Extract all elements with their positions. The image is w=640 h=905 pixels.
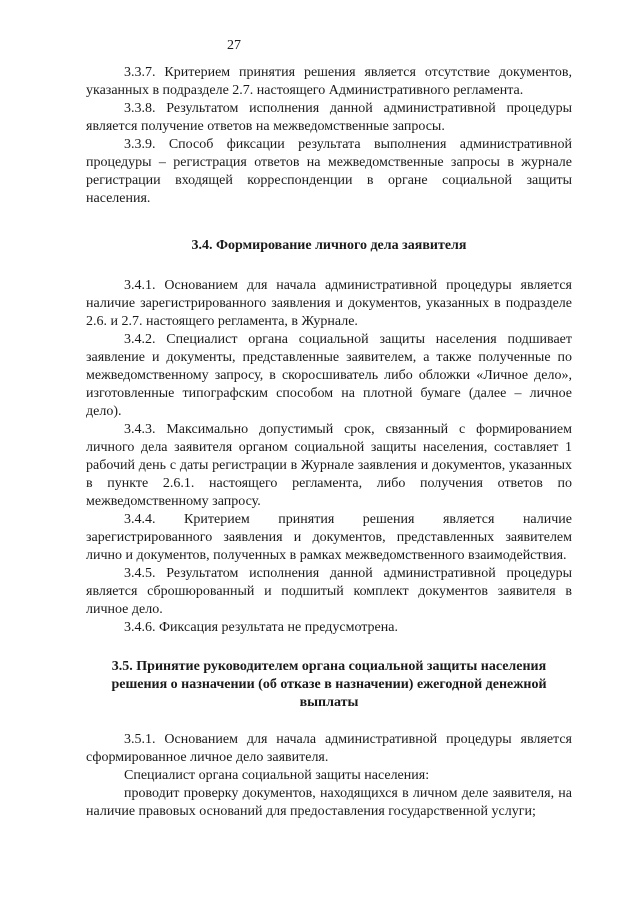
section-3-4: [86, 277, 572, 637]
paragraph-3-4-5: 3.4.5. Результатом исполнения данной административной процедуры является сброшюрованный и подшитый комплект документов заявителя в личное дело.: [86, 566, 572, 617]
section-heading-3-5: 3.5. Принятие руководителем органа социальной защиты населения решения о назначении (об отказе в назначении) ежегодной денежной выплаты: [111, 659, 547, 710]
paragraph-specialist: Специалист органа социальной защиты населения:: [124, 768, 430, 783]
paragraph-3-4-2: 3.4.2. Специалист органа социальной защиты населения подшивает заявление и документы, представленные заявителем, а также полученные по межведомственному запросу, в скоросшиватель либо обложки «Личное дело», изготовленные типографским способом на плотной бумаге (далее – личное дело).: [86, 332, 572, 419]
paragraph-3-4-4: 3.4.4. Критерием принятия решения является наличие зарегистрированного заявления и документов, представленных заявителем лично и документов, полученных в рамках межведомственного взаимодействия.: [86, 512, 572, 563]
section-3-3-tail: [86, 64, 572, 208]
paragraph-3-3-7: 3.3.7. Критерием принятия решения является отсутствие документов, указанных в подразделе 2.7. настоящего Административного регламента.: [86, 65, 572, 98]
paragraph-3-4-3: 3.4.3. Максимально допустимый срок, связанный с формированием личного дела заявителя органом социальной защиты населения, составляет 1 рабочий день с даты регистрации в Журнале заявления и документов, указанных в пункте 2.6.1. настоящего регламента, либо получения ответов по межведомственному запросу.: [86, 422, 572, 509]
paragraph-3-5-1: 3.5.1. Основанием для начала административной процедуры является сформированное личное дело заявителя.: [86, 732, 572, 765]
paragraph-3-4-6: 3.4.6. Фиксация результата не предусмотрена.: [124, 620, 398, 635]
page-number: 27: [227, 38, 241, 53]
section-3-5: [86, 731, 572, 821]
paragraph-3-4-1: 3.4.1. Основанием для начала административной процедуры является наличие зарегистрированного заявления и документов, указанных в подразделе 2.6. и 2.7. настоящего регламента, в Журнале.: [86, 278, 572, 329]
paragraph-3-3-9: 3.3.9. Способ фиксации результата выполнения административной процедуры – регистрация ответов на межведомственные запросы в журнале регистрации входящей корреспонденции в органе социальной защиты населения.: [86, 137, 572, 206]
paragraph-check-documents: проводит проверку документов, находящихся в личном деле заявителя, на наличие правовых оснований для предоставления государственной услуги;: [86, 786, 572, 819]
section-heading-3-4: 3.4. Формирование личного дела заявителя: [191, 238, 467, 253]
paragraph-3-3-8: 3.3.8. Результатом исполнения данной административной процедуры является получение ответов на межведомственные запросы.: [86, 101, 572, 134]
